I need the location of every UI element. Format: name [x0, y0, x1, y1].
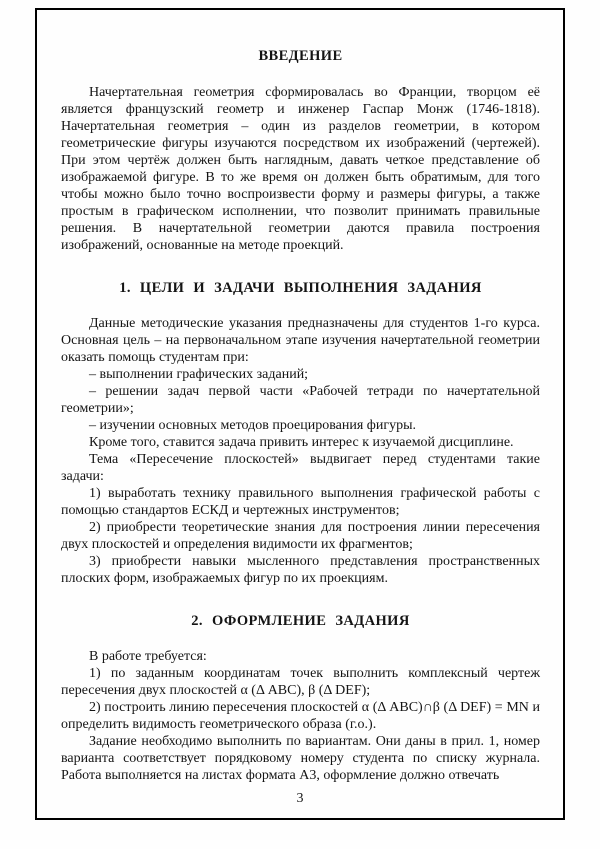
requirement-item-2: 2) построить линию пересечения плоскостей α (Δ ABC)∩β (Δ DEF) = MN и определить видимость геометрического образа (г.о.).: [61, 700, 540, 732]
task-item-2: 2) приобрести теоретические знания для построения линии пересечения двух плоскостей и определения видимости их фрагментов;: [61, 520, 540, 552]
requirement-item-1: 1) по заданным координатам точек выполнить комплексный чертеж пересечения двух плоскостей α (Δ ABC), β (Δ DEF);: [61, 666, 540, 698]
heading-task-formatting: 2. ОФОРМЛЕНИЕ ЗАДАНИЯ: [191, 613, 410, 629]
goal-list-item-2: – решении задач первой части «Рабочей тетради по начертательной геометрии»;: [61, 384, 540, 416]
interest-paragraph: Кроме того, ставится задача привить интерес к изучаемой дисциплине.: [89, 435, 514, 450]
goal-list-item-3: – изучении основных методов проецирования фигуры.: [89, 418, 416, 433]
theme-paragraph: Тема «Пересечение плоскостей» выдвигает перед студентами такие задачи:: [61, 452, 540, 484]
goal-list-item-1: – выполнении графических заданий;: [89, 367, 309, 382]
page-content: [61, 48, 540, 784]
page-number: 3: [296, 791, 304, 806]
task-item-3: 3) приобрести навыки мысленного представления пространственных плоских форм, изображаемых фигур по их проекциям.: [61, 554, 540, 586]
goals-intro-paragraph: Данные методические указания предназначены для студентов 1-го курса. Основная цель – на первоначальном этапе изучения начертательной геометрии оказать помощь студентам при:: [61, 316, 540, 365]
variants-paragraph: Задание необходимо выполнить по вариантам. Они даны в прил. 1, номер варианта соответствует порядковому номеру студента по списку журнала. Работа выполняется на листах формата А3, оформление должно отвечать: [61, 734, 540, 783]
intro-paragraph: Начертательная геометрия сформировалась во Франции, творцом её является французский геометр и инженер Гаспар Монж (1746-1818). Начертательная геометрия – один из разделов геометрии, в котором геометрические фигуры изучаются посредством их изображений (чертежей). При этом чертёж должен быть наглядным, давать четкое представление об изображаемой фигуре. В то же время он должен быть обратимым, для того чтобы можно было точно воспроизвести форму и размеры фигуры, а также простым в графическом исполнении, что позволит принимать правильные решения. В начертательной геометрии даются правила построения изображений, основанные на методе проекций.: [61, 85, 540, 253]
requirements-intro-paragraph: В работе требуется:: [89, 649, 207, 664]
heading-introduction: ВВЕДЕНИЕ: [258, 48, 343, 64]
task-item-1: 1) выработать технику правильного выполнения графической работы с помощью стандартов ЕСКД и чертежных инструментов;: [61, 486, 540, 518]
heading-goals-and-tasks: 1. ЦЕЛИ И ЗАДАЧИ ВЫПОЛНЕНИЯ ЗАДАНИЯ: [119, 280, 482, 296]
